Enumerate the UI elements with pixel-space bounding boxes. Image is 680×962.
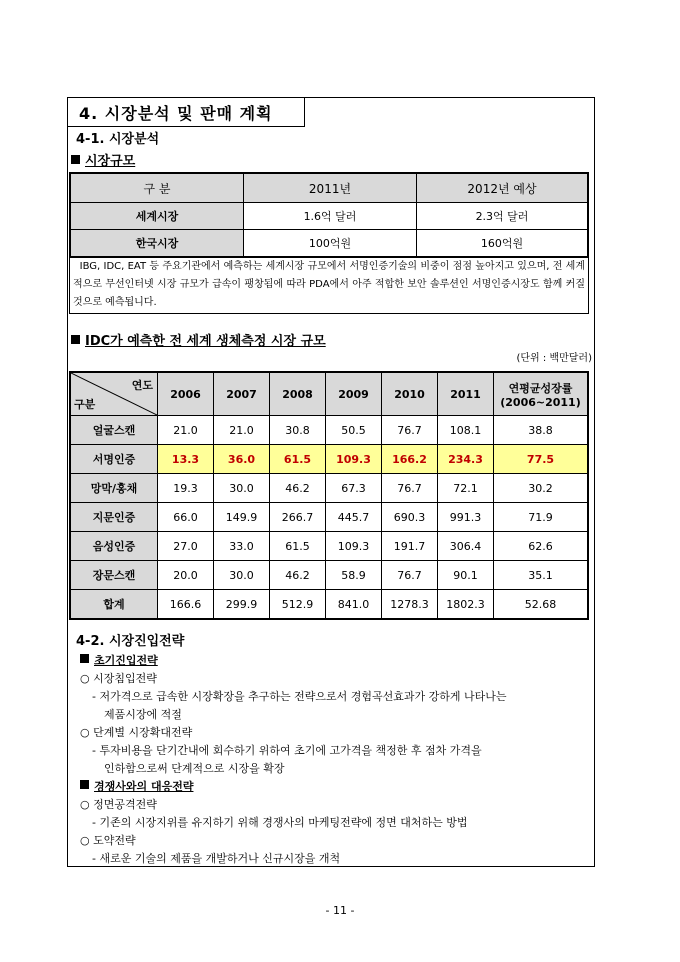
idc-biometrics-table — [69, 371, 589, 620]
table-row — [70, 445, 588, 474]
table-cell: 76.7 — [382, 474, 438, 503]
strategy-desc: - 기존의 시장지위를 유지하기 위해 경쟁사의 마케팅전략에 정면 대처하는 방법 — [92, 816, 468, 829]
competitor-heading-text: 경쟁사와의 대응전략 — [94, 780, 194, 793]
table-cell: 30.0 — [214, 561, 270, 590]
table-cell: 841.0 — [326, 590, 382, 620]
square-bullet-icon — [80, 654, 89, 663]
growth-header-line2: (2006~2011) — [500, 395, 581, 409]
strategy-item: ○ 단계별 시장확대전략 — [80, 726, 193, 739]
strategy-desc: - 저가격으로 급속한 시장확장을 추구하는 전략으로서 경험곡선효과가 강하게 나타나는 — [92, 690, 507, 703]
table-cell: 21.0 — [214, 416, 270, 445]
growth-cell: 35.1 — [494, 561, 589, 590]
table-cell: 445.7 — [326, 503, 382, 532]
table-cell: 109.3 — [326, 532, 382, 561]
initial-entry-heading-text: 초기진입전략 — [94, 654, 158, 667]
corner-year-label: 연도 — [131, 379, 153, 392]
row-label: 지문인증 — [70, 503, 158, 532]
table-cell: 30.0 — [214, 474, 270, 503]
growth-cell: 30.2 — [494, 474, 589, 503]
table-cell: 690.3 — [382, 503, 438, 532]
square-bullet-icon — [80, 780, 89, 789]
market-size-heading — [71, 150, 135, 169]
idc-heading-text: IDC가 예측한 전 세계 생체측정 시장 규모 — [85, 334, 326, 349]
table-cell: 1.6억 달러 — [244, 203, 417, 230]
growth-cell: 52.68 — [494, 590, 589, 620]
corner-category-label: 구분 — [74, 398, 96, 411]
table-cell: 72.1 — [438, 474, 494, 503]
square-bullet-icon — [71, 335, 80, 344]
table-cell: 266.7 — [270, 503, 326, 532]
table-cell: 299.9 — [214, 590, 270, 620]
row-label: 합계 — [70, 590, 158, 620]
market-size-table — [69, 172, 589, 258]
table-cell: 191.7 — [382, 532, 438, 561]
market-paragraph — [69, 258, 589, 314]
table-cell: 100억원 — [244, 230, 417, 258]
growth-header — [494, 372, 589, 416]
strategy-desc: 제품시장에 적절 — [104, 708, 182, 721]
growth-cell: 62.6 — [494, 532, 589, 561]
subsection-market-analysis: 4-1. 시장분석 — [76, 132, 160, 147]
table-row — [70, 416, 588, 445]
growth-cell: 71.9 — [494, 503, 589, 532]
row-label: 한국시장 — [70, 230, 244, 258]
table-cell: 67.3 — [326, 474, 382, 503]
row-label: 얼굴스캔 — [70, 416, 158, 445]
table-cell: 30.8 — [270, 416, 326, 445]
table-cell: 19.3 — [158, 474, 214, 503]
strategy-item: ○ 도약전략 — [80, 834, 136, 847]
table-cell: 76.7 — [382, 561, 438, 590]
strategy-item: ○ 정면공격전략 — [80, 798, 157, 811]
growth-cell: 38.8 — [494, 416, 589, 445]
section-title: 4. 시장분석 및 판매 계획 — [67, 97, 305, 127]
table-row — [70, 474, 588, 503]
table-cell: 234.3 — [438, 445, 494, 474]
strategy-desc: - 새로운 기술의 제품을 개발하거나 신규시장을 개척 — [92, 852, 341, 865]
table-cell: 149.9 — [214, 503, 270, 532]
table-cell: 21.0 — [158, 416, 214, 445]
year-header: 2008 — [270, 372, 326, 416]
table-cell: 166.6 — [158, 590, 214, 620]
year-header: 2011 — [438, 372, 494, 416]
col-header-category: 구 분 — [70, 173, 244, 203]
strategy-desc: - 투자비용을 단기간내에 회수하기 위하여 초기에 고가격을 책정한 후 점차 가격을 — [92, 744, 482, 757]
table-cell: 90.1 — [438, 561, 494, 590]
square-bullet-icon — [71, 155, 80, 164]
table-cell: 1802.3 — [438, 590, 494, 620]
table-cell: 76.7 — [382, 416, 438, 445]
table-row — [70, 203, 588, 230]
competitor-heading — [80, 778, 193, 794]
table-cell: 61.5 — [270, 532, 326, 561]
initial-entry-heading — [80, 652, 158, 668]
table-cell: 36.0 — [214, 445, 270, 474]
idc-heading — [71, 330, 326, 349]
unit-label: (단위 : 백만달러) — [516, 353, 592, 364]
growth-cell: 77.5 — [494, 445, 589, 474]
table-cell: 27.0 — [158, 532, 214, 561]
market-size-heading-text: 시장규모 — [85, 154, 136, 169]
growth-header-line1: 연평균성장률 — [508, 381, 573, 395]
table-cell: 46.2 — [270, 474, 326, 503]
row-label: 망막/홍채 — [70, 474, 158, 503]
strategy-desc: 인하함으로써 단계적으로 시장을 확장 — [104, 762, 285, 775]
strategy-item: ○ 시장침입전략 — [80, 672, 157, 685]
subsection-market-entry: 4-2. 시장진입전략 — [76, 634, 185, 649]
year-header: 2006 — [158, 372, 214, 416]
table-row — [70, 561, 588, 590]
row-label: 서명인증 — [70, 445, 158, 474]
row-label: 세계시장 — [70, 203, 244, 230]
table-cell: 33.0 — [214, 532, 270, 561]
table-cell: 13.3 — [158, 445, 214, 474]
table-header-row — [70, 372, 588, 416]
corner-cell — [70, 372, 158, 416]
table-cell: 512.9 — [270, 590, 326, 620]
page-number: - 11 - — [325, 904, 355, 917]
table-cell: 20.0 — [158, 561, 214, 590]
table-cell: 166.2 — [382, 445, 438, 474]
table-row — [70, 503, 588, 532]
row-label: 음성인증 — [70, 532, 158, 561]
table-cell: 50.5 — [326, 416, 382, 445]
table-row — [70, 230, 588, 258]
table-cell: 46.2 — [270, 561, 326, 590]
table-cell: 160억원 — [417, 230, 589, 258]
table-cell: 108.1 — [438, 416, 494, 445]
table-cell: 109.3 — [326, 445, 382, 474]
table-cell: 306.4 — [438, 532, 494, 561]
col-header-2011: 2011년 — [244, 173, 417, 203]
table-header-row — [70, 173, 588, 203]
year-header: 2009 — [326, 372, 382, 416]
market-paragraph-text: IBG, IDC, EAT 등 주요기관에서 예측하는 세계시장 규모에서 서명인증기술의 비중이 점점 높아지고 있으며, 전 세계적으로 무선인터넷 시장 규모가 급속이 팽창됨에 따라 PDA에서 아주 적합한 보안 솔루션인 서명인증시장도 함께 커질 것으로 예측됩니다. — [73, 261, 586, 308]
table-cell: 58.9 — [326, 561, 382, 590]
col-header-2012: 2012년 예상 — [417, 173, 589, 203]
year-header: 2007 — [214, 372, 270, 416]
table-row — [70, 590, 588, 620]
table-cell: 66.0 — [158, 503, 214, 532]
table-row — [70, 532, 588, 561]
table-cell: 991.3 — [438, 503, 494, 532]
table-cell: 1278.3 — [382, 590, 438, 620]
row-label: 장문스캔 — [70, 561, 158, 590]
year-header: 2010 — [382, 372, 438, 416]
table-cell: 61.5 — [270, 445, 326, 474]
table-cell: 2.3억 달러 — [417, 203, 589, 230]
